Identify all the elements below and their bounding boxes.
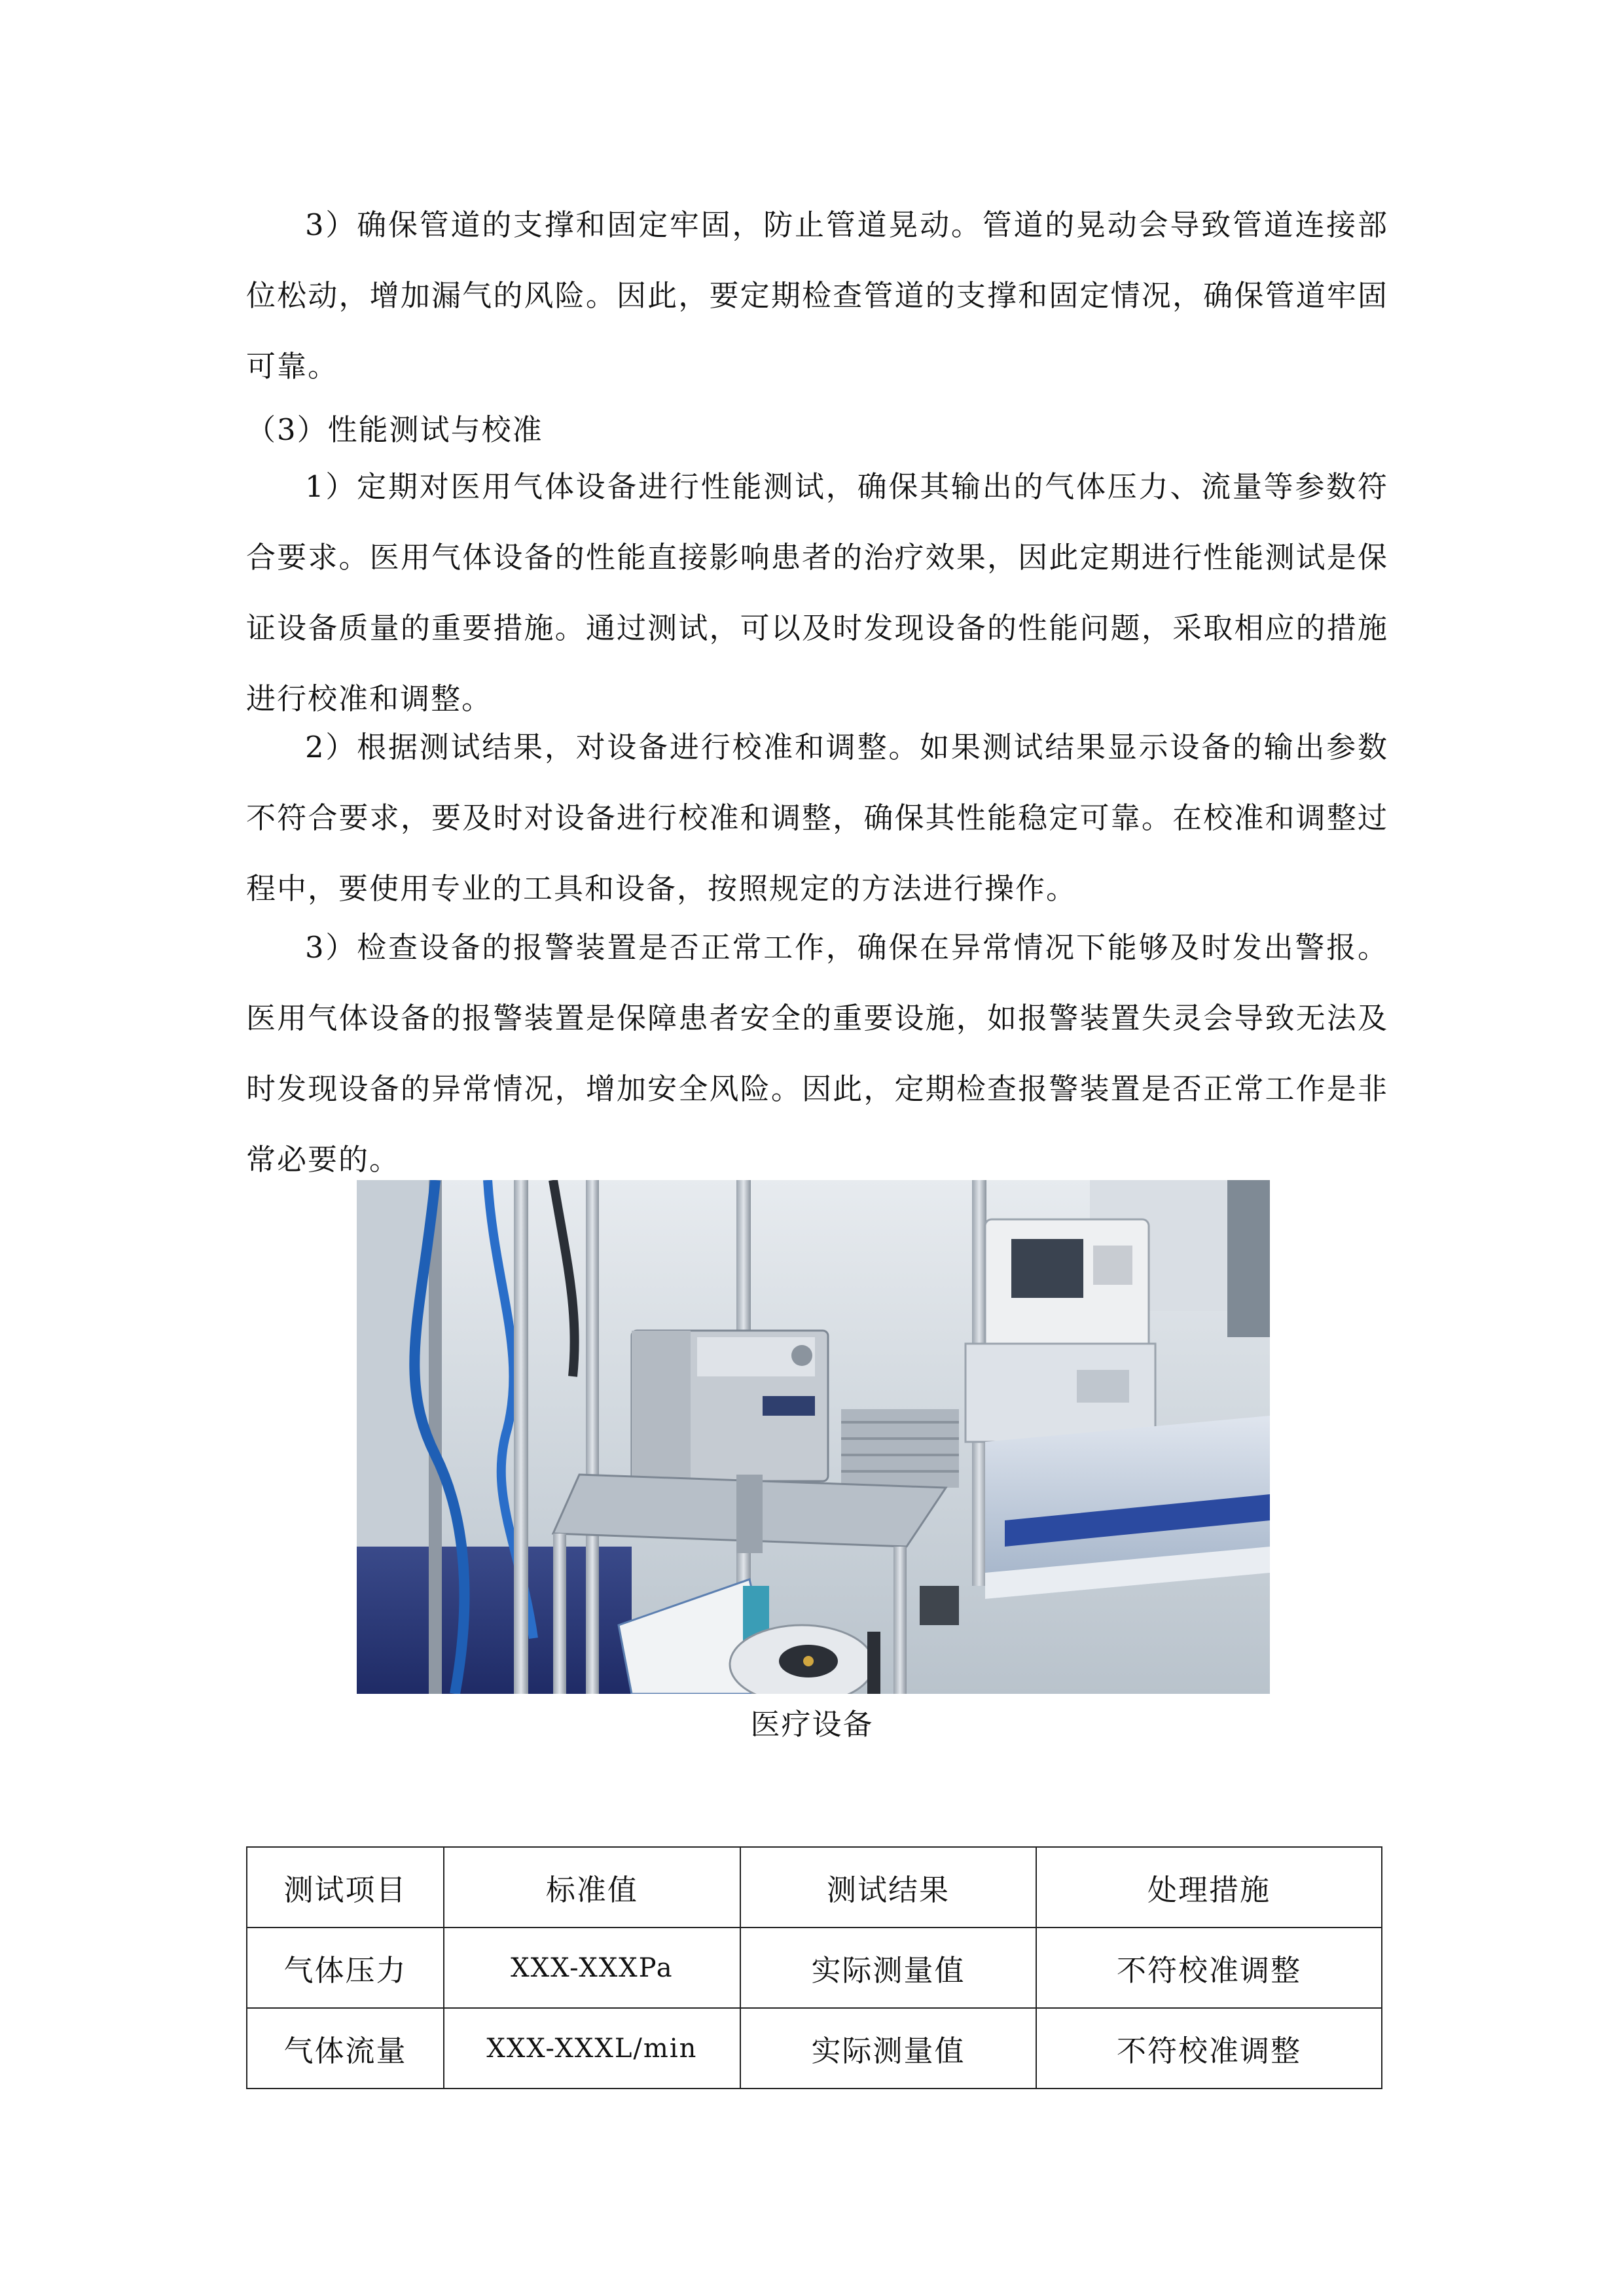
medical-equipment-photo [357,1180,1270,1694]
table-header-cell: 测试项目 [247,1847,444,1928]
table-header-cell: 标准值 [444,1847,740,1928]
table-cell: XXX-XXXL/min [444,2008,740,2089]
paragraph-pipe-support: 3）确保管道的支撑和固定牢固，防止管道晃动。管道的晃动会导致管道连接部位松动，增加漏气的风险。因此，要定期检查管道的支撑和固定情况，确保管道牢固可靠。 [246,207,1388,384]
section-heading-performance-test: （3）性能测试与校准 [246,412,543,447]
table-cell: XXX-XXXPa [444,1928,740,2008]
figure-caption: 医疗设备 [750,1707,874,1742]
table-cell: 实际测量值 [740,2008,1036,2089]
table-cell: 实际测量值 [740,1928,1036,2008]
table-cell: 不符校准调整 [1036,1928,1382,2008]
table-cell: 不符校准调整 [1036,2008,1382,2089]
table-row [247,2008,1382,2089]
table-row [247,1928,1382,2008]
table-cell: 气体压力 [247,1928,444,2008]
paragraph-alarm-check: 3）检查设备的报警装置是否正常工作，确保在异常情况下能够及时发出警报。医用气体设备的报警装置是保障患者安全的重要设施，如报警装置失灵会导致无法及时发现设备的异常情况，增加安全风险。因此，定期检查报警装置是否正常工作是非常必要的。 [246,930,1388,1177]
table-header-row [247,1847,1382,1928]
table-cell: 气体流量 [247,2008,444,2089]
paragraph-calibration: 2）根据测试结果，对设备进行校准和调整。如果测试结果显示设备的输出参数不符合要求，要及时对设备进行校准和调整，确保其性能稳定可靠。在校准和调整过程中，要使用专业的工具和设备，按照规定的方法进行操作。 [246,730,1388,906]
paragraph-performance-test: 1）定期对医用气体设备进行性能测试，确保其输出的气体压力、流量等参数符合要求。医用气体设备的性能直接影响患者的治疗效果，因此定期进行性能测试是保证设备质量的重要措施。通过测试，可以及时发现设备的性能问题，采取相应的措施进行校准和调整。 [246,469,1388,716]
performance-test-table [246,1846,1382,2089]
table-header-cell: 处理措施 [1036,1847,1382,1928]
table-header-cell: 测试结果 [740,1847,1036,1928]
